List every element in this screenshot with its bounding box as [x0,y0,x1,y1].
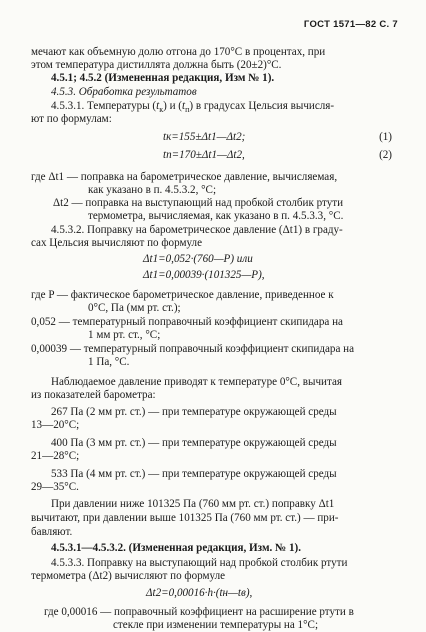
definition-line: 0°С, Па (мм рт. ст.); [88,302,181,314]
text-line: 400 Па (3 мм рт. ст.) — при температуре окружающей среды [51,437,337,449]
definition-line: термометра, вычисляемая, как указано в п. 4.5.3.3, °С. [88,210,344,222]
section-heading: 4.5.3. Обработка результатов [51,86,197,98]
definition-line: 0,052 — температурный поправочный коэффициент скипидара на [31,316,343,328]
line-text: мечают как объемную долю отгона до 170°С в процентах, при [31,46,326,58]
text-line: бавляют. [31,526,73,538]
definition-line: стекле при изменении температуры на 1°С; [113,619,319,631]
text-line: Наблюдаемое давление приводят к температуре 0°С, вычитая [51,376,342,388]
text-line: 29—35°С. [31,481,79,493]
definition-line: 0,00039 — температурный поправочный коэффициент скипидара на [31,343,355,355]
text-line: 4.5.1; 4.5.2 (Измененная редакция, Изм № 1). [51,72,275,84]
definition-line: Δt2 — поправка на выступающий над пробкой столбик ртути [53,197,344,209]
text-line: вычитают, при давлении выше 101325 Па (760 мм рт. ст.) — при- [31,512,339,524]
text-line [0,45,426,59]
text-line: 4.5.3.3. Поправку на выступающий над пробкой столбик ртути [51,557,348,569]
formula-1-number: (1) [379,131,392,143]
text-line: из показателей барометра: [31,389,156,401]
text-line: 533 Па (4 мм рт. ст.) — при температуре окружающей среды [51,468,337,480]
text-line: сах Цельсия вычисляют по формуле [31,237,203,249]
definition-line: как указано в п. 4.5.3.2, °С; [88,184,217,196]
formula-1: tк=155±Δt1—Δt2; [163,131,246,143]
text-line: 13—20°С; [31,419,80,431]
text-line: 21—28°С; [31,450,80,462]
formula-2-number: (2) [379,149,392,161]
definition-line: где P — фактическое барометрическое давление, приведенное к [31,289,334,301]
text-line: этом температура дистиллята должна быть (20±2)°С. [31,59,282,71]
definition-line: где Δt1 — поправка на барометрическое давление, вычисляемая, [31,171,338,183]
text-line: ют по формулам: [31,113,112,125]
text-line: 4.5.3.1—4.5.3.2. (Измененная редакция, Изм. № 1). [51,542,301,554]
page-header: ГОСТ 1571—82 С. 7 [303,19,398,30]
definition-line: 1 мм рт. ст., °С; [88,329,161,341]
text-line: 267 Па (2 мм рт. ст.) — при температуре окружающей среды [51,406,337,418]
text-line: При давлении ниже 101325 Па (760 мм рт. ст.) поправку Δt1 [51,498,335,510]
text-line: термометра (Δt2) вычисляют по формуле [31,570,226,582]
formula-4: Δt1=0,00039·(101325—P), [143,269,265,281]
formula-3: Δt1=0,052·(760—P) или [143,253,253,265]
text-line: 4.5.3.1. Температуры $(t_к)$ и $(t_п)$ в градусах Цельсия вычисля- [51,100,335,115]
formula-5: Δt2=0,00016·h·(tн—tв), [146,587,253,599]
definition-line: где 0,00016 — поправочный коэффициент на расширение ртути в [44,606,354,618]
text-line: 4.5.3.2. Поправку на барометрическое давление (Δt1) в граду- [51,224,343,236]
definition-line: 1 Па, °С. [88,356,130,368]
formula-2: tп=170±Δt1—Δt2, [163,149,245,161]
